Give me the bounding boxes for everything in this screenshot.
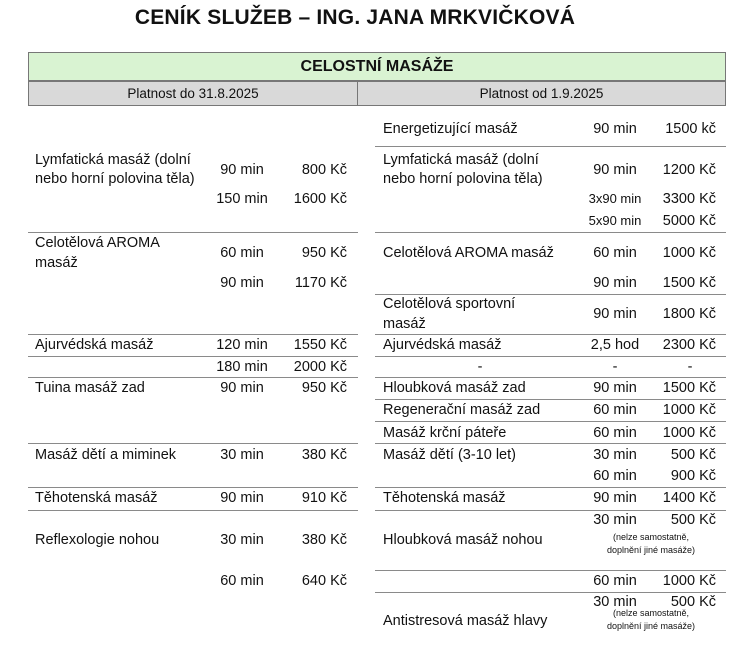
price: 500 Kč <box>670 594 716 610</box>
duration: 90 min <box>593 490 637 506</box>
price: 950 Kč <box>301 380 347 396</box>
service-name: Ajurvédská masáž <box>383 337 502 353</box>
row-divider <box>375 356 726 357</box>
price: 1170 Kč <box>294 275 347 291</box>
service-name: Regenerační masáž zad <box>383 402 541 418</box>
price: 1000 Kč <box>662 573 716 589</box>
service-name: nebo horní polovina těla) <box>35 171 195 187</box>
service-name: Lymfatická masáž (dolní <box>383 152 539 168</box>
service-name: Hloubková masáž nohou <box>383 532 543 548</box>
service-name: Masáž dětí (3-10 let) <box>383 447 516 463</box>
duration: 60 min <box>593 425 637 441</box>
duration: 30 min <box>220 532 264 548</box>
service-name: Energetizující masáž <box>383 121 518 137</box>
price: 800 Kč <box>301 162 347 178</box>
price: 900 Kč <box>670 468 716 484</box>
duration: 3x90 min <box>588 191 642 206</box>
duration: 90 min <box>593 380 637 396</box>
duration: 90 min <box>220 275 264 291</box>
duration: 120 min <box>216 337 268 353</box>
empty-marker: - <box>477 359 483 375</box>
price: 950 Kč <box>301 245 347 261</box>
duration: 60 min <box>220 245 264 261</box>
price: 2300 Kč <box>662 337 716 353</box>
duration: 90 min <box>593 121 637 137</box>
price: 5000 Kč <box>662 213 716 229</box>
price-note: doplnění jiné masáže) <box>606 545 696 555</box>
duration: 90 min <box>220 162 264 178</box>
price: 910 Kč <box>301 490 347 506</box>
price: 1200 Kč <box>662 162 716 178</box>
service-name: Lymfatická masáž (dolní <box>35 152 191 168</box>
duration: 60 min <box>593 468 637 484</box>
row-divider <box>375 443 726 444</box>
price: 1000 Kč <box>662 402 716 418</box>
price: 1000 Kč <box>662 245 716 261</box>
section-header: CELOSTNÍ MASÁŽE <box>28 52 726 81</box>
left-validity-header: Platnost do 31.8.2025 <box>28 81 358 106</box>
duration: 30 min <box>593 594 637 610</box>
duration: 90 min <box>593 275 637 291</box>
price: 1000 Kč <box>662 425 716 441</box>
service-name: Tuina masáž zad <box>35 380 145 396</box>
page-title: CENÍK SLUŽEB – ING. JANA MRKVIČKOVÁ <box>134 6 576 29</box>
price: 1600 Kč <box>293 191 347 207</box>
row-divider <box>375 421 726 422</box>
empty-marker: - <box>612 359 618 375</box>
duration: 90 min <box>593 162 637 178</box>
price: 1550 Kč <box>293 337 347 353</box>
service-name: Masáž dětí a miminek <box>35 447 177 463</box>
duration: 30 min <box>220 447 264 463</box>
service-name: Těhotenská masáž <box>383 490 506 506</box>
empty-marker: - <box>687 359 693 375</box>
service-name: masáž <box>35 255 78 271</box>
duration: 2,5 hod <box>590 337 640 353</box>
duration: 180 min <box>216 359 268 375</box>
duration: 60 min <box>593 573 637 589</box>
price: 500 Kč <box>670 512 716 528</box>
right-validity-header: Platnost od 1.9.2025 <box>357 81 726 106</box>
price: 1500 kč <box>665 121 716 137</box>
duration: 30 min <box>593 447 637 463</box>
row-divider <box>28 443 358 444</box>
price-note: doplnění jiné masáže) <box>606 621 696 631</box>
duration: 90 min <box>220 380 264 396</box>
price: 1800 Kč <box>662 306 716 322</box>
service-name: Ajurvédská masáž <box>35 337 154 353</box>
service-name: Reflexologie nohou <box>35 532 160 548</box>
duration: 60 min <box>593 402 637 418</box>
price: 640 Kč <box>301 573 347 589</box>
service-name: Celotělová AROMA <box>35 235 160 251</box>
duration: 30 min <box>593 512 637 528</box>
duration: 90 min <box>220 490 264 506</box>
price: 500 Kč <box>670 447 716 463</box>
service-name: Antistresová masáž hlavy <box>383 613 548 629</box>
price: 1500 Kč <box>662 275 716 291</box>
price: 380 Kč <box>301 532 347 548</box>
service-name: nebo horní polovina těla) <box>383 171 543 187</box>
duration: 60 min <box>593 245 637 261</box>
price: 2000 Kč <box>293 359 347 375</box>
row-divider <box>28 510 358 511</box>
duration: 5x90 min <box>588 213 642 228</box>
service-name: Celotělová sportovní <box>383 296 516 312</box>
price: 1400 Kč <box>662 490 716 506</box>
row-divider <box>375 232 726 233</box>
service-name: Masáž krční páteře <box>383 425 507 441</box>
row-divider <box>375 146 726 147</box>
service-name: Těhotenská masáž <box>35 490 158 506</box>
duration: 90 min <box>593 306 637 322</box>
price: 1500 Kč <box>662 380 716 396</box>
service-name: Hloubková masáž zad <box>383 380 526 396</box>
service-name: Celotělová AROMA masáž <box>383 245 554 261</box>
service-name: masáž <box>383 316 426 332</box>
duration: 60 min <box>220 573 264 589</box>
price: 3300 Kč <box>662 191 716 207</box>
duration: 150 min <box>216 191 268 207</box>
price: 380 Kč <box>301 447 347 463</box>
price-note: (nelze samostatně, <box>612 532 690 542</box>
price-note: (nelze samostatně, <box>612 608 690 618</box>
